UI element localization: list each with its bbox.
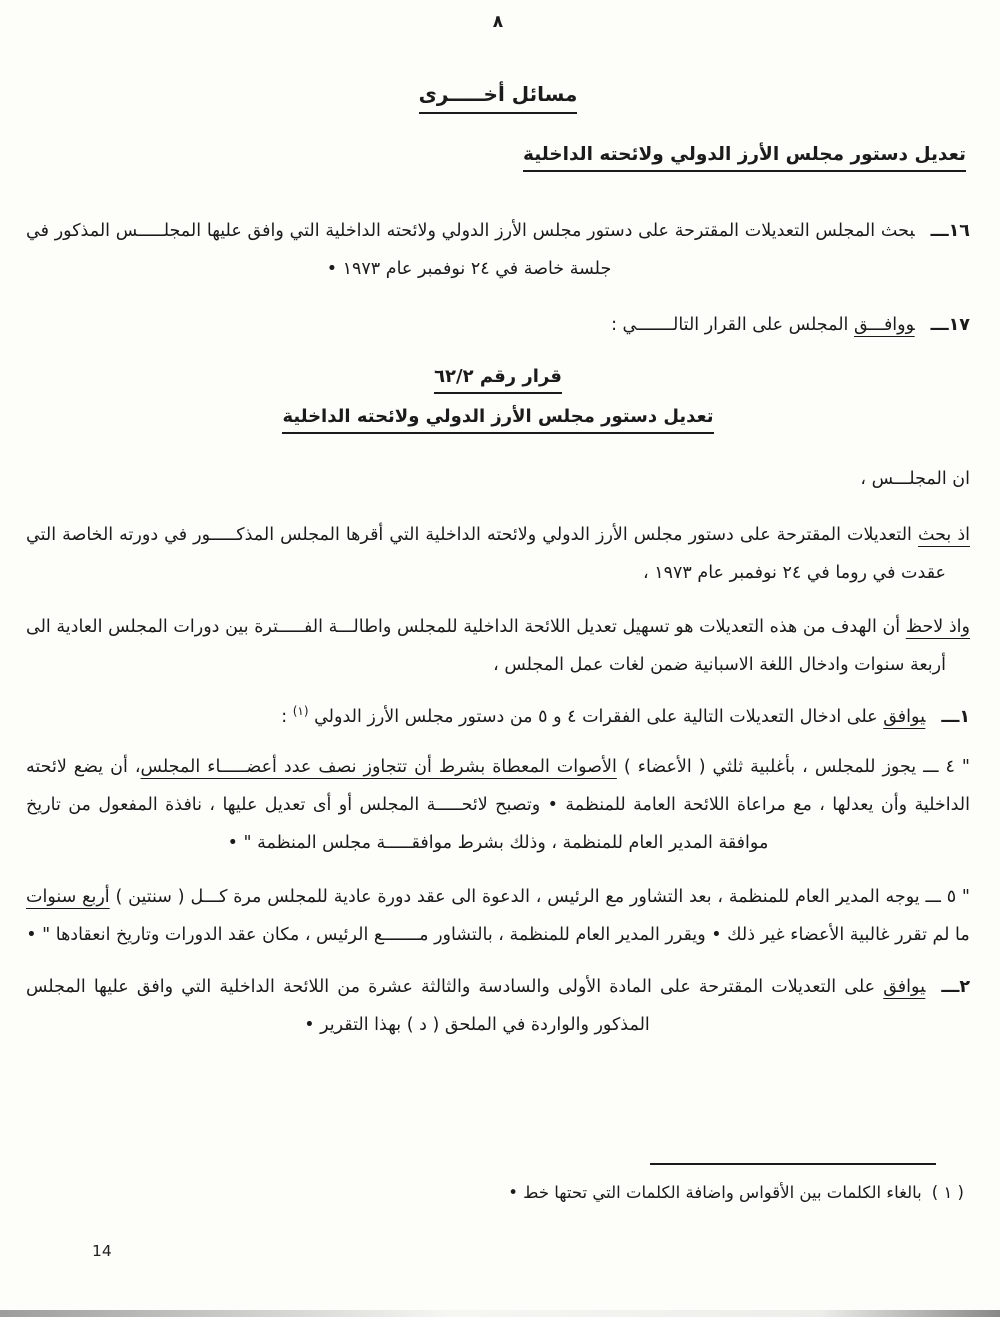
page-number-bottom: 14 (92, 1242, 112, 1260)
resolution-number-row (26, 366, 970, 394)
quoted-article-4-underlined: الأصوات المعطاة بشرط أن تتجاوز نصف عدد أعضـــــاء المجلس (140, 756, 617, 777)
section-heading: تعديل دستور مجلس الأرز الدولي ولائحته الداخلية (523, 144, 966, 172)
document-title-row (26, 82, 970, 114)
quoted-article-4-text: ، أن يضع لائحته الداخلية وأن يعدلها ، مع مراعاة اللائحة العامة للمنظمة • وتصبح لائحـــــة المجلس أو أى تعديل عليها ، نافذة المفعول من تاريخ موافقة المدير العام للمنظمة ، وذلك بشرط موافقـــــة مجلس المنظمة " • (26, 756, 970, 853)
footnote-marker: ( ١ ) (931, 1183, 964, 1202)
quoted-article-5 (26, 878, 970, 954)
preamble-noted (26, 608, 970, 684)
footnote (30, 1178, 964, 1208)
paragraph-17-text: المجلس على القرار التالـــــــي : (611, 315, 849, 335)
operative-item-1-colon: : (281, 706, 288, 727)
preamble-considered-text: التعديلات المقترحة على دستور مجلس الأرز الدولي ولائحته الداخلية التي أقرها المجلس المذكـــــور في دورته الخاصة التي عقدت في روما في ٢٤ نوفمبر عام ١٩٧٣ ، (26, 524, 946, 583)
paragraph-16-number: ١٦ـــ (930, 221, 970, 241)
paragraph-16-text: بحث المجلس التعديلات المقترحة على دستور مجلس الأرز الدولي ولائحته الداخلية التي وافق عليها المجلـــــس المذكور في جلسة خاصة في ٢٤ نوفمبر عام ١٩٧٣ • (26, 221, 915, 279)
quoted-article-4-opening: " ٤ ـــ يجوز للمجلس ، بأغلبية ثلثي ( الأعضاء ) (623, 756, 970, 777)
preamble-noted-underlined: واذ لاحظ (905, 616, 970, 637)
operative-item-2-number: ٢ـــ (941, 976, 970, 997)
footnote-text: بالغاء الكلمات بين الأقواس واضافة الكلمات التي تحتها خط • (508, 1183, 922, 1202)
document-title: مسائل أخـــــرى (419, 82, 578, 114)
resolution-title: تعديل دستور مجلس الأرز الدولي ولائحته الداخلية (282, 406, 713, 434)
quoted-article-5-text: ما لم تقرر غالبية الأعضاء غير ذلك • ويقرر المدير العام للمنظمة ، بالتشاور مـــــــع الرئيس ، مكان عقد الدورات وتاريخ انعقادها " • (26, 924, 970, 945)
footnote-separator-rule (650, 1163, 936, 1165)
preamble-considered (26, 516, 970, 592)
footnote-reference-marker: (١) (292, 703, 309, 718)
operative-item-1 (26, 698, 970, 736)
paragraph-17-underlined-text: ووافـــق (853, 315, 915, 335)
preamble-considered-underlined: اذ بحث (917, 524, 970, 545)
page-number-top: ٨ (492, 12, 504, 32)
operative-item-2-text: على التعديلات المقترحة على المادة الأولى والسادسة والثالثة عشرة من اللائحة الداخلية التي وافق عليها المجلس المذكور والواردة في الملحق ( د ) بهذا التقرير • (26, 976, 876, 1035)
operative-item-2 (26, 968, 970, 1044)
operative-item-1-text: على ادخال التعديلات التالية على الفقرات ٤ و ٥ من دستور مجلس الأرز الدولي (314, 706, 878, 727)
paragraph-17 (26, 306, 970, 344)
preamble-noted-text: أن الهدف من هذه التعديلات هو تسهيل تعديل اللائحة الداخلية للمجلس واطالـــة الفـــــترة بين دورات المجلس العادية الى أربعة سنوات وادخال اللغة الاسبانية ضمن لغات عمل المجلس ، (26, 616, 946, 675)
operative-item-2-underlined: يوافق (883, 976, 926, 997)
section-heading-row (26, 144, 970, 172)
operative-item-1-number: ١ـــ (941, 706, 970, 727)
paragraph-17-number: ١٧ـــ (930, 315, 970, 335)
operative-item-1-underlined: يوافق (883, 706, 926, 727)
preamble-intro: ان المجلـــس ، (860, 469, 970, 489)
paragraph-16 (26, 212, 970, 288)
resolution-number: قرار رقم ٦٢/٢ (434, 366, 562, 394)
quoted-article-4 (26, 748, 970, 862)
quoted-article-5-opening: " ٥ ـــ يوجه المدير العام للمنظمة ، بعد التشاور مع الرئيس ، الدعوة الى عقد دورة عادية للمجلس مرة كـــل ( سنتين ) (115, 886, 970, 907)
resolution-title-row (26, 406, 970, 434)
scan-bottom-edge-artifact (0, 1310, 1000, 1317)
quoted-article-5-underlined: أربع سنوات (26, 886, 110, 907)
